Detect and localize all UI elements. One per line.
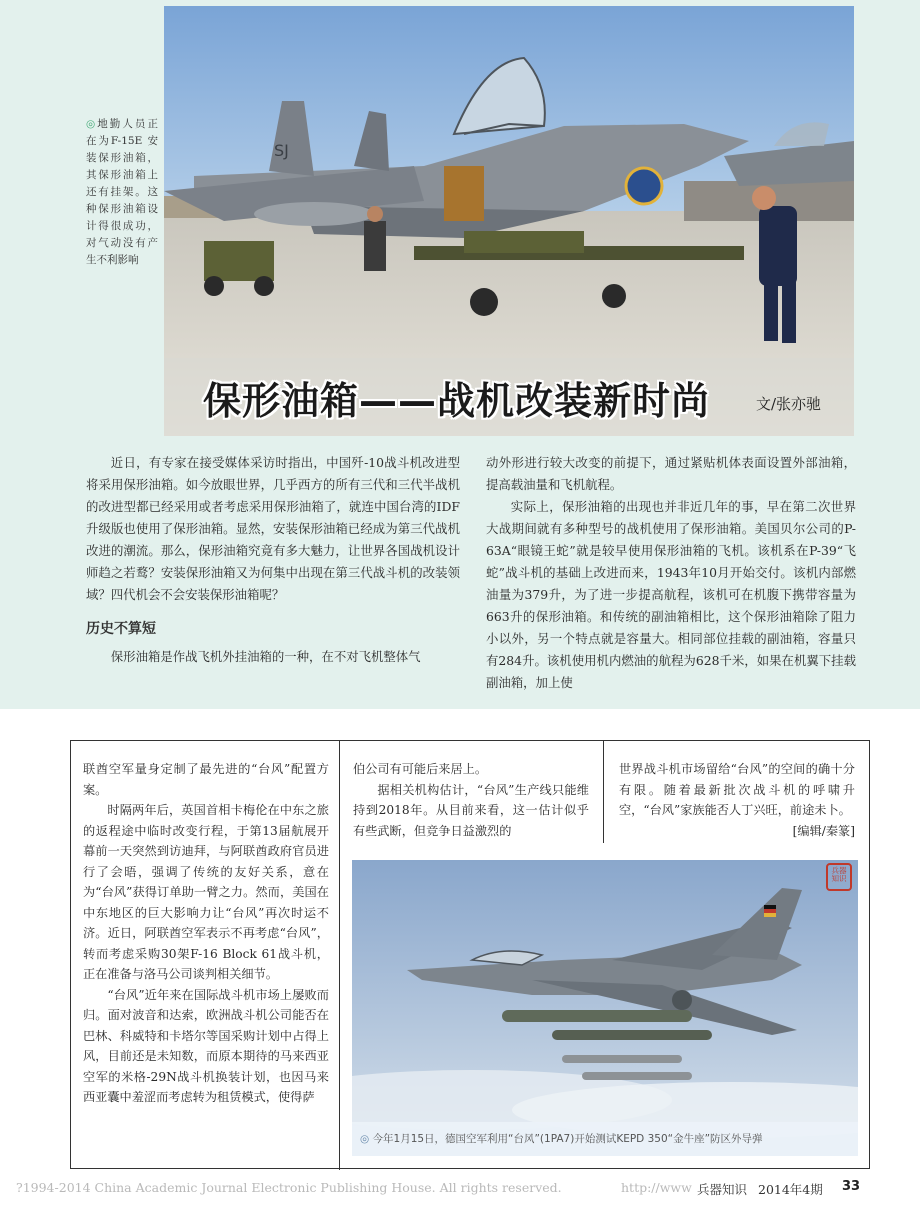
box-paragraph: 伯公司有可能后来居上。 — [353, 762, 488, 776]
article-left-column — [86, 452, 460, 668]
article-right-column — [486, 452, 856, 694]
article-title: 保形油箱——战机改装新时尚 — [203, 379, 711, 423]
box-column-3 — [619, 759, 855, 841]
box-paragraph: 联酋空军量身定制了最先进的“台风”配置方案。 — [83, 762, 329, 797]
footer-magazine-name: 兵器知识 — [697, 1182, 748, 1197]
photo1-caption — [86, 116, 158, 269]
typhoon-article-box — [70, 740, 870, 1169]
typhoon-missile-test-photo — [352, 860, 858, 1156]
photo2-caption-text: 今年1月15日，德国空军利用“台风”(1PA7)开始测试KEPD 350“金牛座”防区外导弹 — [372, 1133, 763, 1145]
article-paragraph: 近日，有专家在接受媒体采访时指出，中国歼-10战斗机改进型将采用保形油箱。如今放眼世界，几乎西方的所有三代和三代半战机的改进型都已经采用或者考虑采用保形油箱了，就连中国台湾的IDF升级版也使用了保形油箱。显然，安装保形油箱已经成为第三代战机改进的潮流。那么，保形油箱究竟有多大魅力，让世界各国战机设计师趋之若鹜？安装保形油箱又为何集中出现在第三代战斗机的改装领域？四代机会不会安装保形油箱呢？ — [86, 455, 460, 602]
magazine-seal-stamp: 兵器知识 — [826, 863, 852, 891]
column-divider — [339, 741, 340, 1170]
footer-url: http://www — [621, 1180, 692, 1195]
footer-copyright: ?1994-2014 China Academic Journal Electronic Publishing House. All rights reserved. — [16, 1180, 562, 1195]
caption-bullet-icon: ◎ — [86, 118, 98, 130]
page-number: 33 — [842, 1179, 861, 1194]
box-paragraph: “台风”近年来在国际战斗机市场上屡败而归。面对波音和达索，欧洲战斗机公司能否在巴林、科威特和卡塔尔等国采购计划中占得上风，目前还是未知数，而原本期待的马来西亚空军的米格-29N战斗机换装计划，也因马来西亚囊中羞涩而考虑转为租赁模式，使得萨 — [83, 987, 329, 1104]
article-paragraph: 实际上，保形油箱的出现也并非近几年的事，早在第二次世界大战期间就有多种型号的战机使用了保形油箱。美国贝尔公司的P-63A“眼镜王蛇”就是较早使用保形油箱的飞机。该机系在P-39“飞蛇”战斗机的基础上改进而来，1943年10月开始交付。该机内部燃油量为379升，为了进一步提高航程，该机可在机腹下携带容量为663升的保形油箱。和传统的副油箱相比，这个保形油箱除了阻力小以外，另一个特点就是容量大。相同部位挂载的副油箱，容量只有284升。该机使用机内燃油的航程为628千米，如果在机翼下挂载副油箱，加上使 — [486, 499, 856, 690]
box-column-2 — [353, 759, 589, 841]
svg-text:SJ: SJ — [274, 141, 289, 160]
typhoon-photo-illustration — [352, 860, 858, 1156]
section-heading: 历史不算短 — [86, 621, 156, 637]
article-paragraph: 动外形进行较大改变的前提下，通过紧贴机体表面设置外部油箱，提高载油量和飞机航程。 — [486, 455, 856, 492]
photo1-caption-text: 地勤人员正在为F-15E 安装保形油箱，其保形油箱上还有挂架。这种保形油箱设计得很成功，对气动没有产生不利影响 — [86, 118, 158, 266]
box-column-1 — [83, 759, 329, 1108]
box-paragraph: 据相关机构估计，“台风”生产线只能维持到2018年。从目前来看，这一估计似乎有些武断，但竞争日益激烈的 — [353, 782, 589, 838]
article-byline: 文/张亦驰 — [756, 395, 822, 413]
caption-bullet-icon: ◎ — [360, 1133, 370, 1145]
article-paragraph: 保形油箱是作战飞机外挂油箱的一种，在不对飞机整体气 — [110, 649, 421, 664]
box-paragraph: 时隔两年后，英国首相卡梅伦在中东之旅的返程途中临时改变行程，于第13届航展开幕前一天突然到访迪拜，与阿联酋政府官员进行了会晤，强调了传统的友好关系，意在为“台风”获得订单助一臂之力。然而，美国在中东地区的巨大影响力让“台风”再次时运不济。近日，阿联酋空军表示不再考虑“台风”，转而考虑采购30架F-16 Block 61战斗机，正在准备与洛马公司谈判相关细节。 — [83, 803, 329, 981]
photo2-caption — [352, 1122, 858, 1156]
editor-credit: [编辑/秦篆] — [792, 823, 855, 838]
box-paragraph: 世界战斗机市场留给“台风”的空间的确十分有限。随着最新批次战斗机的呼啸升空，“台风”家族能否人丁兴旺，前途未卜。 — [619, 762, 855, 817]
column-divider — [603, 741, 604, 843]
footer-issue: 2014年4期 — [758, 1182, 823, 1197]
